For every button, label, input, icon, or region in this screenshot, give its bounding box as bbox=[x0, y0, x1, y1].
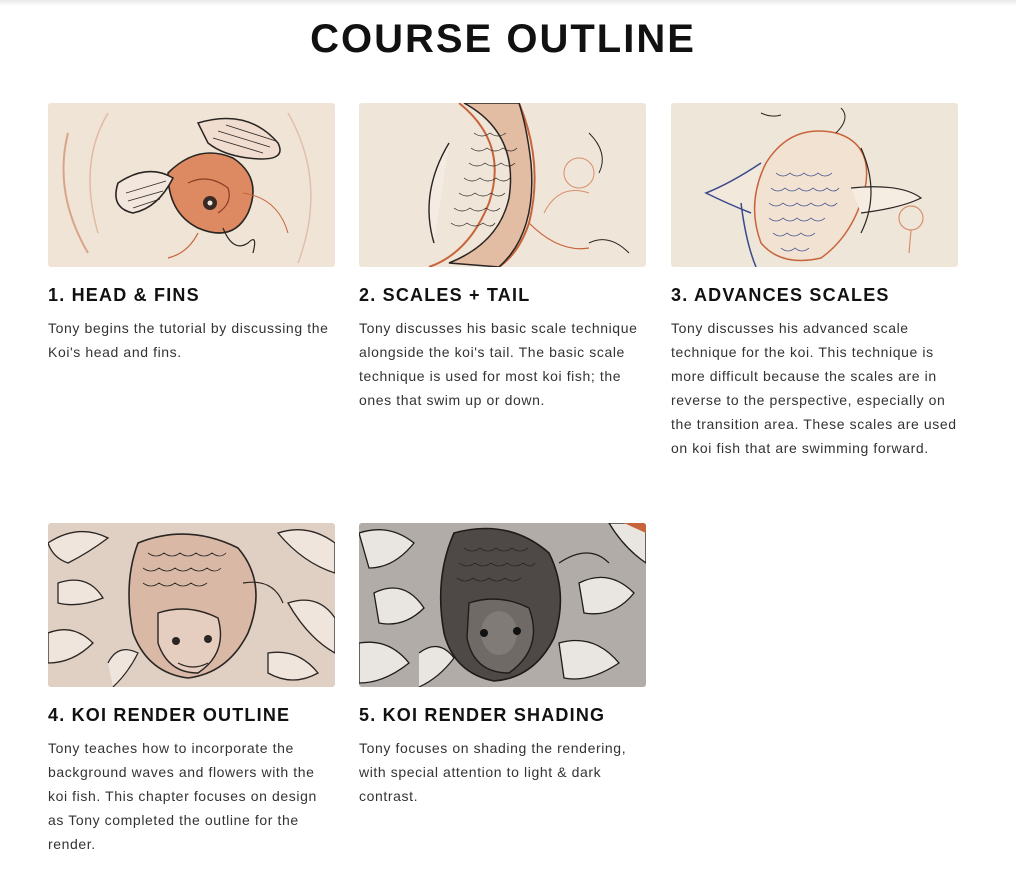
page-title: COURSE OUTLINE bbox=[310, 17, 696, 61]
koi-head-sketch-image[interactable] bbox=[48, 103, 335, 267]
module-description: Tony discusses his basic scale technique alongside the koi's tail. The basic scale technique is used for most koi fish; the ones that swim up or down. bbox=[359, 320, 638, 408]
module-title: 2. SCALES + TAIL bbox=[359, 285, 531, 305]
koi-outline-render-image[interactable] bbox=[48, 523, 335, 687]
module-card-5[interactable] bbox=[359, 523, 647, 808]
koi-tail-sketch-image[interactable] bbox=[359, 103, 646, 267]
module-card-3[interactable] bbox=[671, 103, 959, 460]
module-description: Tony focuses on shading the rendering, with special attention to light & dark contrast. bbox=[359, 740, 627, 804]
module-description: Tony begins the tutorial by discussing the Koi's head and fins. bbox=[48, 320, 329, 360]
module-card-1[interactable] bbox=[48, 103, 336, 364]
module-description: Tony discusses his advanced scale technique for the koi. This technique is more difficult because the scales are in reverse to the perspective, especially on the transition area. These scales are used on koi fish that are swimming forward. bbox=[671, 320, 957, 456]
module-title: 4. KOI RENDER OUTLINE bbox=[48, 705, 291, 725]
koi-shading-render-image[interactable] bbox=[359, 523, 646, 687]
module-title: 5. KOI RENDER SHADING bbox=[359, 705, 606, 725]
top-divider bbox=[0, 0, 1016, 6]
koi-scales-sketch-image[interactable] bbox=[671, 103, 958, 267]
module-card-2[interactable] bbox=[359, 103, 647, 412]
module-description: Tony teaches how to incorporate the background waves and flowers with the koi fish. This chapter focuses on design as Tony completed the outline for the render. bbox=[48, 740, 317, 852]
module-card-4[interactable] bbox=[48, 523, 336, 856]
module-title: 1. HEAD & FINS bbox=[48, 285, 200, 305]
module-title: 3. ADVANCES SCALES bbox=[671, 285, 890, 305]
